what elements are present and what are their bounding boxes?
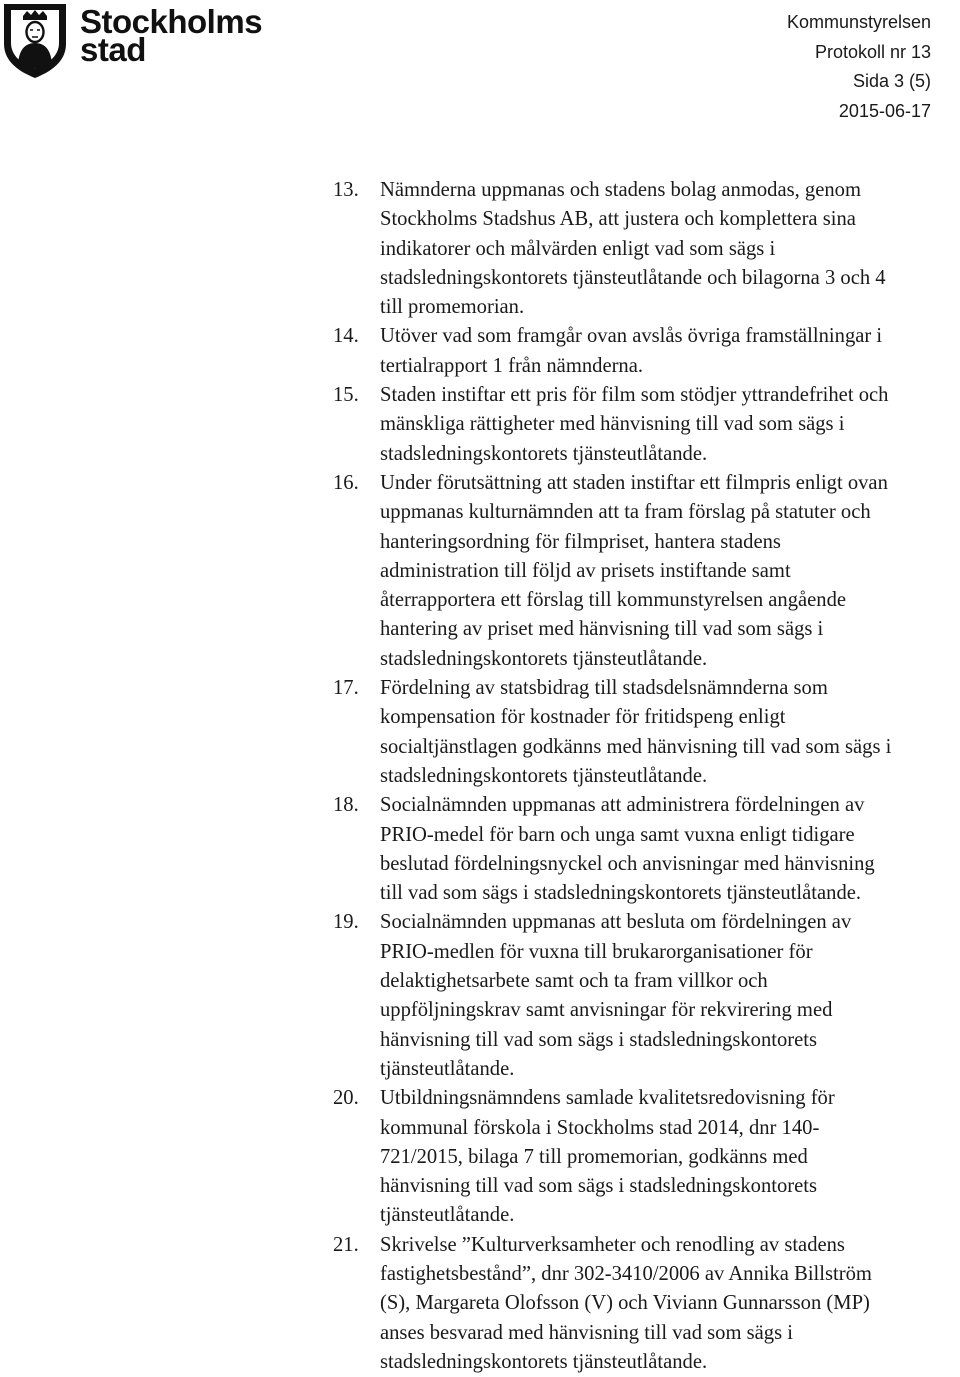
list-item — [333, 322, 960, 381]
decision-list — [333, 176, 960, 1377]
item-text-line: Fördelning av statsbidrag till stadsdelsnämnderna som — [380, 677, 828, 700]
item-number: 21. — [333, 1233, 359, 1256]
item-number: 16. — [333, 471, 359, 494]
item-text-line: beslutad fördelningsnyckel och anvisningar med hänvisning — [380, 852, 875, 875]
list-item — [333, 381, 960, 469]
item-text-line: till promemorian. — [380, 296, 525, 319]
item-number: 20. — [333, 1087, 359, 1110]
item-text-line: Utöver vad som framgår ovan avslås övriga framställningar i — [380, 325, 883, 348]
item-text-line: stadsledningskontorets tjänsteutlåtande. — [380, 1350, 708, 1373]
item-text-line: uppmanas kulturnämnden att ta fram förslag på statuter och — [380, 501, 871, 524]
document-header — [787, 8, 931, 126]
item-text-line: administration till följd av prisets instiftande samt — [380, 559, 791, 582]
item-text-line: hänvisning till vad som sägs i stadsledningskontorets — [380, 1175, 818, 1198]
item-text-line: tjänsteutlåtande. — [380, 1057, 515, 1080]
logo-text-line2: stad — [80, 31, 146, 68]
item-text-line: Socialnämnden uppmanas att besluta om fördelningen av — [380, 911, 852, 934]
item-text-line: stadsledningskontorets tjänsteutlåtande. — [380, 764, 708, 787]
stockholm-crest-icon — [0, 0, 72, 80]
item-text-line: stadsledningskontorets tjänsteutlåtande. — [380, 442, 708, 465]
item-text-line: återrapportera ett förslag till kommunstyrelsen angående — [380, 589, 847, 612]
item-text-line: fastighetsbestånd”, dnr 302-3410/2006 av Annika Billström — [380, 1262, 872, 1285]
item-text-line: tjänsteutlåtande. — [380, 1204, 515, 1227]
list-item — [333, 469, 960, 674]
item-text-line: indikatorer och målvärden enligt vad som sägs i — [380, 237, 776, 260]
item-text-line: socialtjänstlagen godkänns med hänvisning till vad som sägs i — [380, 735, 892, 758]
item-text-line: PRIO-medel för barn och unga samt vuxna enligt tidigare — [380, 823, 855, 846]
item-text-line: stadsledningskontorets tjänsteutlåtande och bilagorna 3 och 4 — [380, 266, 886, 289]
item-text-line: Utbildningsnämndens samlade kvalitetsredovisning för — [380, 1087, 835, 1110]
header-page: Sida 3 (5) — [852, 71, 931, 91]
item-text-line: kompensation för kostnader för fritidspeng enligt — [380, 706, 786, 729]
item-number: 14. — [333, 325, 359, 348]
item-text-line: hanteringsordning för filmpriset, hantera stadens — [380, 530, 781, 553]
logo[interactable] — [0, 0, 263, 80]
item-text-line: anses besvarad med hänvisning till vad som sägs i — [380, 1321, 793, 1344]
item-text-line: till vad som sägs i stadsledningskontorets tjänsteutlåtande. — [380, 882, 862, 905]
item-text-line: mänskliga rättigheter med hänvisning till vad som sägs i — [380, 413, 845, 436]
list-item — [333, 1231, 960, 1377]
item-text-line: hänvisning till vad som sägs i stadsledningskontorets — [380, 1028, 818, 1051]
item-text-line: (S), Margareta Olofsson (V) och Viviann Gunnarsson (MP) — [380, 1292, 870, 1315]
item-number: 19. — [333, 911, 359, 934]
item-text-line: hantering av priset med hänvisning till vad som sägs i — [380, 618, 824, 641]
header-protocol: Protokoll nr 13 — [814, 41, 931, 62]
item-text-line: delaktighetsarbete samt och ta fram villkor och — [380, 970, 768, 993]
item-text-line: Skrivelse ”Kulturverksamheter och renodling av stadens — [380, 1233, 845, 1256]
item-text-line: Socialnämnden uppmanas att administrera fördelningen av — [380, 794, 865, 817]
item-number: 18. — [333, 794, 359, 817]
list-item — [333, 1084, 960, 1230]
list-item — [333, 674, 960, 791]
logo-text-line1: Stockholms — [80, 3, 263, 40]
item-text-line: kommunal förskola i Stockholms stad 2014, dnr 140- — [380, 1116, 820, 1139]
item-text-line: PRIO-medlen för vuxna till brukarorganisationer för — [380, 940, 813, 963]
item-number: 15. — [333, 384, 359, 407]
item-text-line: Under förutsättning att staden instiftar ett filmpris enligt ovan — [380, 471, 888, 494]
item-number: 13. — [333, 179, 359, 201]
item-number: 17. — [333, 677, 359, 700]
list-item — [333, 791, 960, 908]
item-text-line: Staden instiftar ett pris för film som stödjer yttrandefrihet och — [380, 384, 889, 407]
item-text-line: Nämnderna uppmanas och stadens bolag anmodas, genom — [380, 179, 861, 201]
list-item — [333, 908, 960, 1084]
header-org: Kommunstyrelsen — [786, 12, 931, 32]
item-text-line: Stockholms Stadshus AB, att justera och komplettera sina — [380, 208, 856, 231]
item-text-line: 721/2015, bilaga 7 till promemorian, godkänns med — [380, 1145, 808, 1168]
item-text-line: stadsledningskontorets tjänsteutlåtande. — [380, 647, 708, 670]
item-text-line: uppföljningskrav samt anvisningar för rekvirering med — [380, 999, 833, 1022]
header-date: 2015-06-17 — [838, 100, 931, 121]
list-item — [333, 176, 960, 322]
item-text-line: tertialrapport 1 från nämnderna. — [380, 354, 644, 377]
